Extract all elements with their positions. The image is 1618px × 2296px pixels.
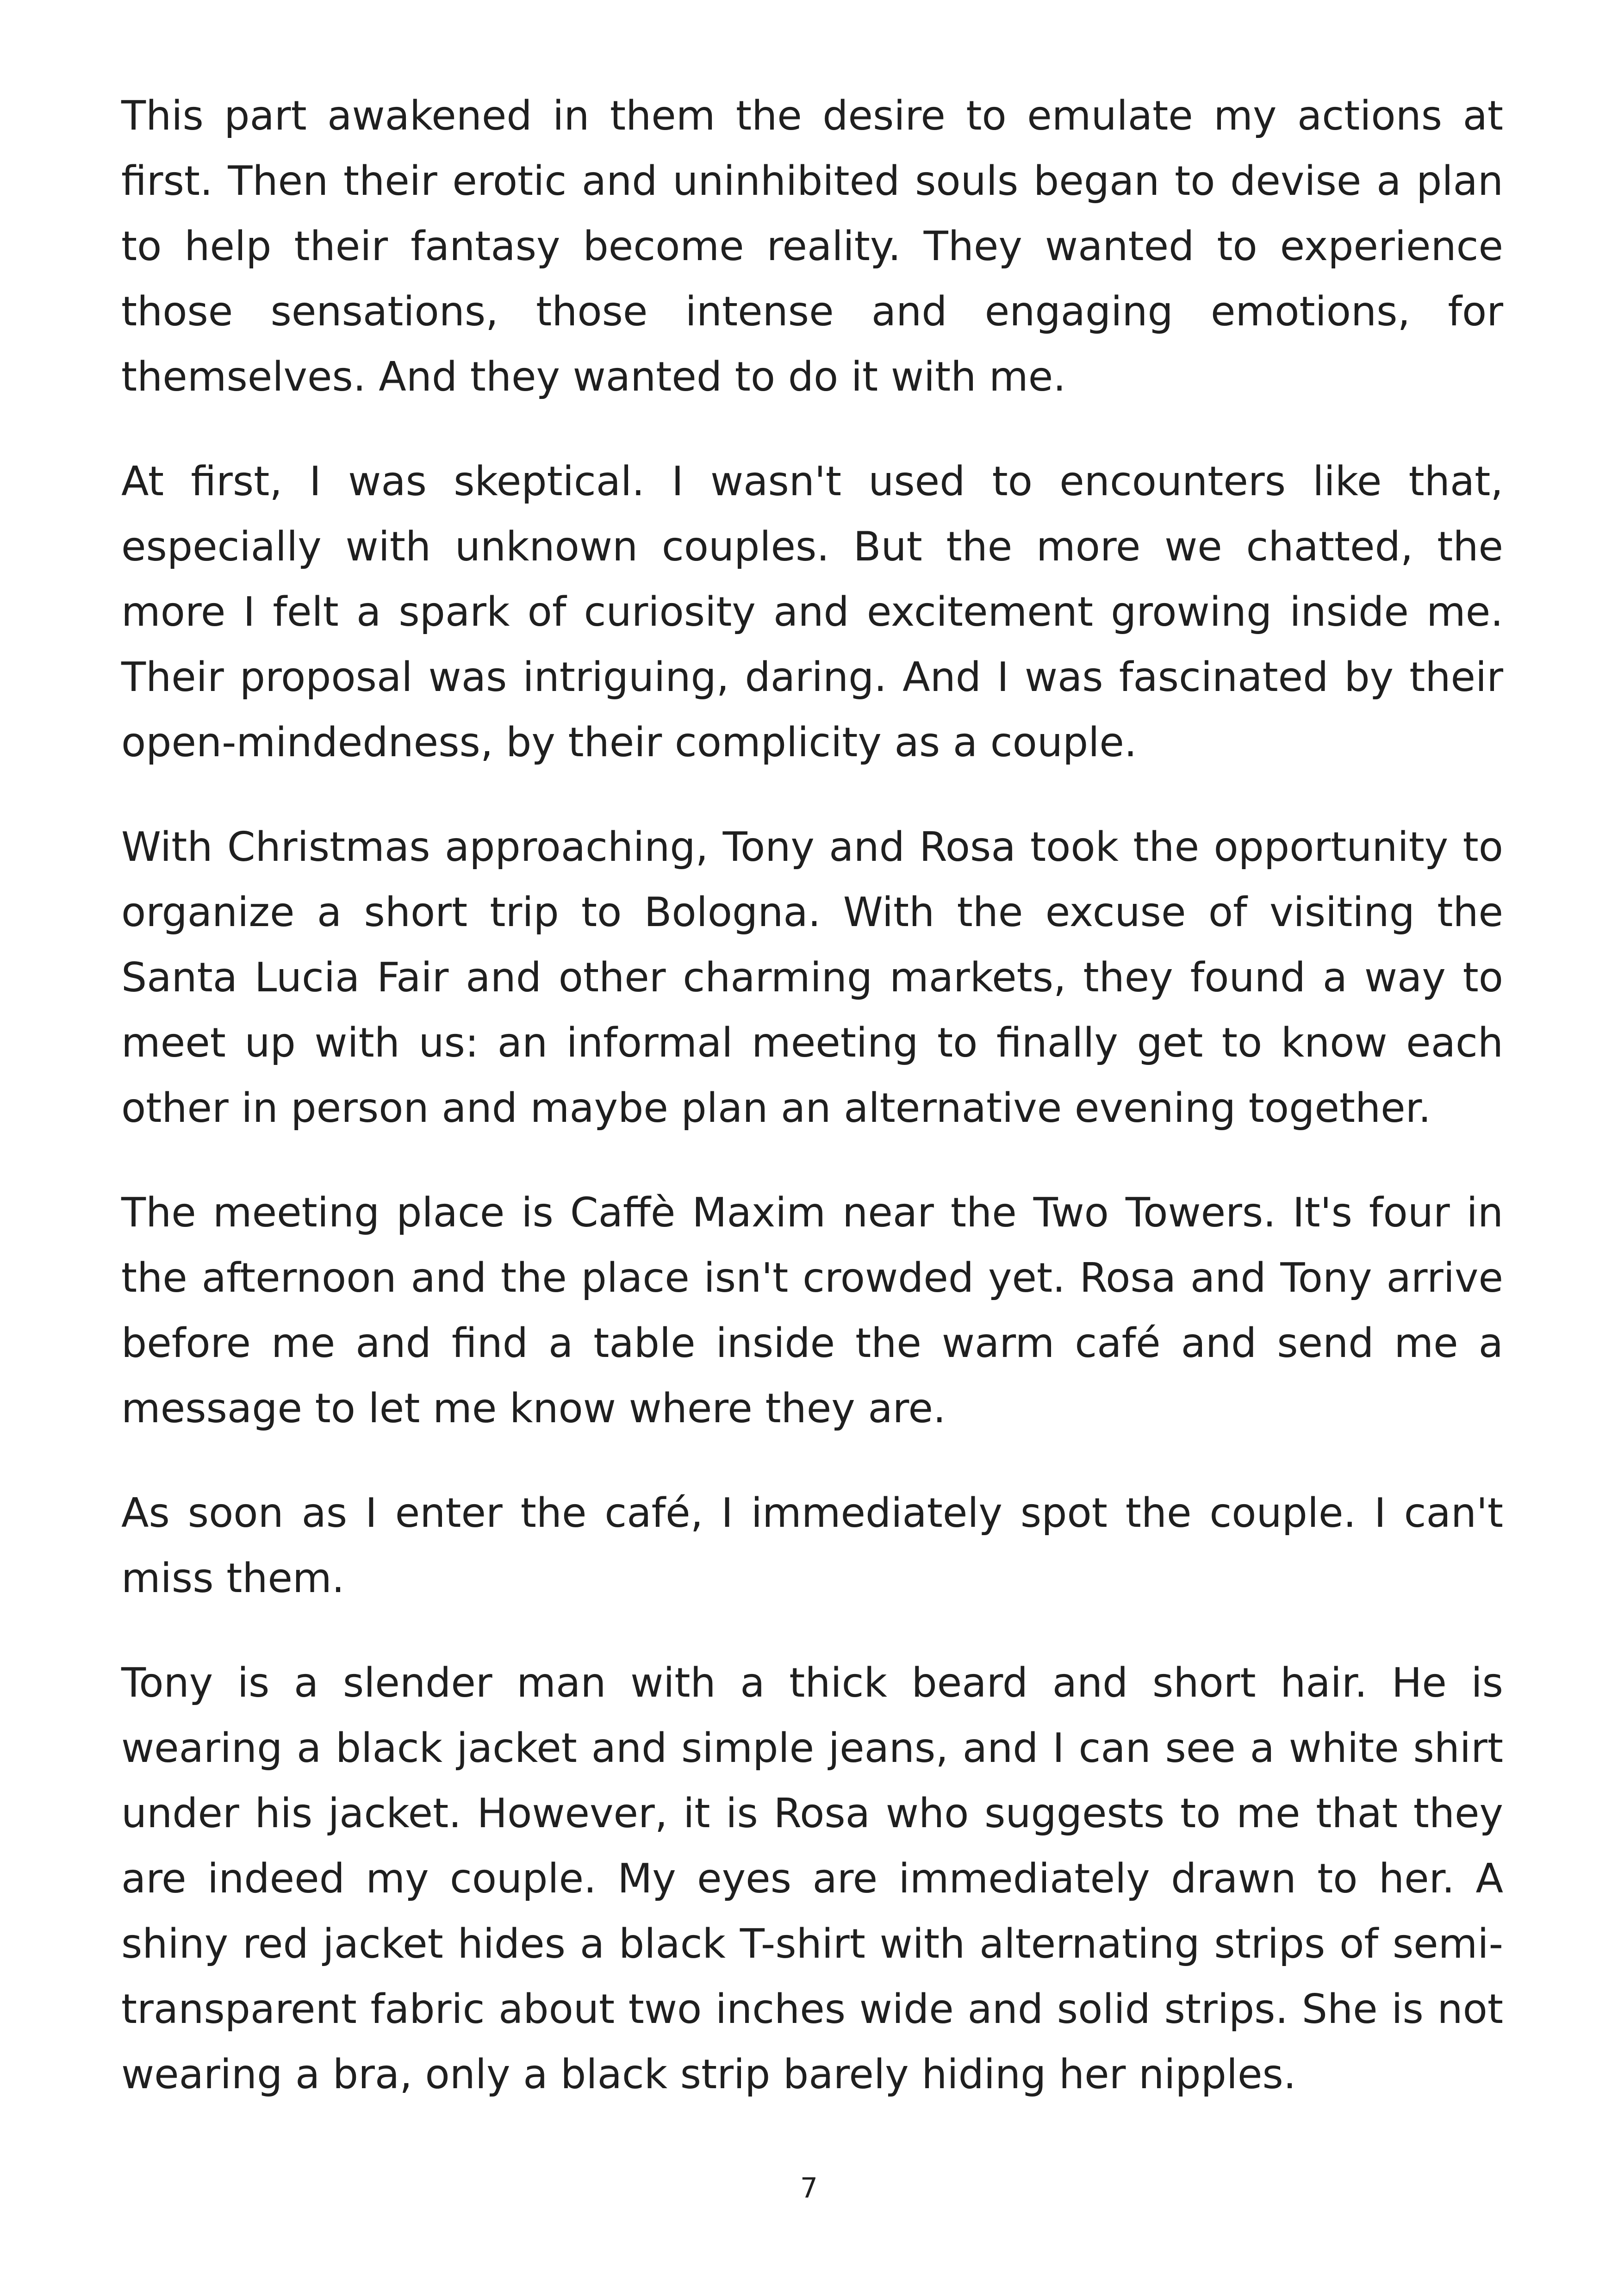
paragraph-5: As soon as I enter the café, I immediately spot the couple. I can't miss them. — [121, 1489, 1503, 1602]
paragraph-6: Tony is a slender man with a thick beard and short hair. He is wearing a black jacket and simple jeans, and I can see a white shirt under his jacket. However, it is Rosa who suggests to me that they are indeed my couple. My eyes are immediately drawn to her. A shiny red jacket hides a black T-shirt with alternating strips of semi-transparent fabric about two inches wide and solid strips. She is not wearing a bra, only a black strip barely hiding her nipples. — [121, 1659, 1503, 2098]
paragraph-1: This part awakened in them the desire to emulate my actions at first. Then their erotic and uninhibited souls began to devise a plan to help their fantasy become reality. They wanted to experience those sensations, those intense and engaging emotions, for themselves. And they wanted to do it with me. — [121, 92, 1503, 400]
paragraph-3: With Christmas approaching, Tony and Rosa took the opportunity to organize a short trip to Bologna. With the excuse of visiting the Santa Lucia Fair and other charming markets, they found a way to meet up with us: an informal meeting to finally get to know each other in person and maybe plan an alternative evening together. — [121, 823, 1503, 1132]
paragraph-4: The meeting place is Caffè Maxim near the Two Towers. It's four in the afternoon and the place isn't crowded yet. Rosa and Tony arrive before me and find a table inside the warm café and send me a message to let me know where they are. — [121, 1189, 1503, 1432]
body-text — [121, 83, 1503, 2147]
paragraph-2: At first, I was skeptical. I wasn't used to encounters like that, especially with unknown couples. But the more we chatted, the more I felt a spark of curiosity and excitement growing inside me. Their proposal was intriguing, daring. And I was fascinated by their open-mindedness, by their complicity as a couple. — [121, 458, 1503, 766]
page-number: 7 — [800, 2172, 818, 2204]
